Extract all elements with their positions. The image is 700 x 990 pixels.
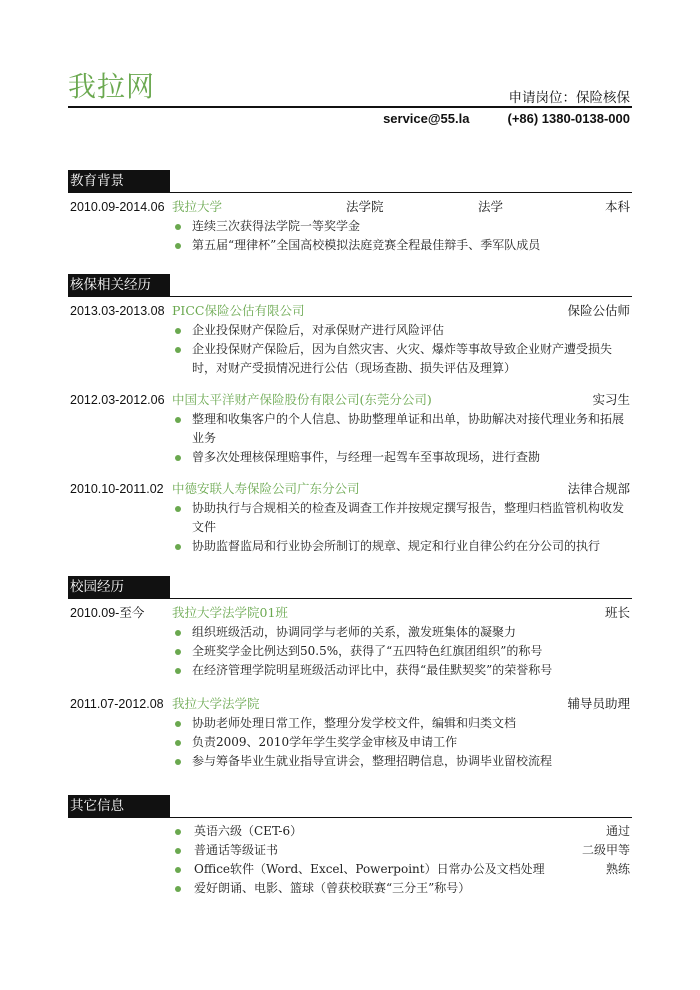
info-text: 爱好朗诵、电影、篮球（曾获校联赛“三分王”称号） xyxy=(194,881,471,895)
section-header-other xyxy=(68,795,632,817)
list-item xyxy=(68,860,632,879)
bullet-dot-icon xyxy=(175,886,181,892)
job-role: 保险公估师 xyxy=(567,303,630,318)
job-entry xyxy=(68,390,632,467)
section-title: 核保相关经历 xyxy=(68,274,170,296)
campus-role: 辅导员助理 xyxy=(567,696,630,711)
bullet-dot-icon xyxy=(175,848,181,854)
info-text: Office软件（Word、Excel、Powerpoint）日常办公及文档处理 xyxy=(194,862,545,876)
list-item: 参与筹备毕业生就业指导宣讲会，整理招聘信息，协调毕业留校流程 xyxy=(68,752,632,771)
campus-entry xyxy=(68,694,632,771)
entry-date: 2010.10-2011.02 xyxy=(70,482,164,496)
list-item xyxy=(68,822,632,841)
education-bullets xyxy=(68,217,632,255)
entry-date: 2012.03-2012.06 xyxy=(70,393,165,407)
list-item: 企业投保财产保险后，因为自然灾害、火灾、爆炸等事故导致企业财产遭受损失时，对财产受损情况进行公估（现场查勘、损失评估及理算） xyxy=(68,340,632,378)
entry-date: 2011.07-2012.08 xyxy=(70,697,164,711)
contact-info xyxy=(383,111,630,126)
company-name: 中德安联人寿保险公司广东分公司 xyxy=(172,481,360,496)
entry-date: 2013.03-2013.08 xyxy=(70,304,165,318)
school-name: 我拉大学 xyxy=(172,199,223,214)
other-info-entry xyxy=(68,822,632,898)
bullet-dot-icon xyxy=(175,867,181,873)
section-header-campus xyxy=(68,576,632,598)
info-value: 二级甲等 xyxy=(581,843,630,857)
list-item: 曾多次处理核保理赔事件，与经理一起驾车至事故现场，进行查勘 xyxy=(68,448,632,467)
list-item: 第五届“理律杯”全国高校模拟法庭竞赛全程最佳辩手、季军队成员 xyxy=(68,236,632,255)
college-name: 法学院 xyxy=(346,199,384,214)
section-divider xyxy=(68,598,632,599)
phone-text: (+86) 1380-0138-000 xyxy=(507,111,630,126)
list-item: 协助老师处理日常工作，整理分发学校文件，编辑和归类文档 xyxy=(68,714,632,733)
job-entry xyxy=(68,479,632,556)
list-item: 企业投保财产保险后，对承保财产进行风险评估 xyxy=(68,321,632,340)
list-item: 负责2009、2010学年学生奖学金审核及申请工作 xyxy=(68,733,632,752)
list-item xyxy=(68,879,632,898)
entry-date: 2010.09-至今 xyxy=(70,606,145,620)
info-value: 熟练 xyxy=(605,862,630,876)
list-item: 协助监督监局和行业协会所制订的规章、规定和行业自律公约在分公司的执行 xyxy=(68,537,632,556)
section-header-education xyxy=(68,170,632,192)
company-name: PICC保险公估有限公司 xyxy=(172,303,305,318)
job-target: 申请岗位：保险核保 xyxy=(508,90,630,106)
list-item: 全班奖学金比例达到50.5%，获得了“五四特色红旗团组织”的称号 xyxy=(68,642,632,661)
brand-title: 我拉网 xyxy=(68,70,156,103)
section-title: 其它信息 xyxy=(68,795,170,817)
job-role: 法律合规部 xyxy=(567,481,630,496)
info-text: 英语六级（CET-6） xyxy=(194,824,303,838)
header-divider xyxy=(68,106,632,108)
entry-date: 2010.09-2014.06 xyxy=(70,200,165,214)
info-text: 普通话等级证书 xyxy=(194,843,279,857)
list-item xyxy=(68,841,632,860)
section-divider xyxy=(68,192,632,193)
list-item: 连续三次获得法学院一等奖学金 xyxy=(68,217,632,236)
section-header-experience xyxy=(68,274,632,296)
bullet-dot-icon xyxy=(175,829,181,835)
organization-name: 我拉大学法学院01班 xyxy=(172,605,288,620)
list-item: 组织班级活动，协调同学与老师的关系，激发班集体的凝聚力 xyxy=(68,623,632,642)
email-text[interactable]: service@55.la xyxy=(383,111,470,126)
list-item: 协助执行与合规相关的检查及调查工作并按规定撰写报告，整理归档监管机构收发文件 xyxy=(68,499,632,537)
section-divider xyxy=(68,296,632,297)
section-title: 校园经历 xyxy=(68,576,170,598)
section-title: 教育背景 xyxy=(68,170,170,192)
info-value: 通过 xyxy=(605,824,630,838)
major-name: 法学 xyxy=(478,199,504,214)
campus-role: 班长 xyxy=(604,605,630,620)
job-role: 实习生 xyxy=(592,392,630,407)
company-name: 中国太平洋财产保险股份有限公司(东莞分公司) xyxy=(172,392,432,407)
section-divider xyxy=(68,817,632,818)
education-entry xyxy=(68,197,632,255)
degree: 本科 xyxy=(604,199,630,214)
list-item: 在经济管理学院明星班级活动评比中，获得“最佳默契奖”的荣誉称号 xyxy=(68,661,632,680)
campus-entry xyxy=(68,603,632,680)
organization-name: 我拉大学法学院 xyxy=(172,696,260,711)
job-entry xyxy=(68,301,632,378)
list-item: 整理和收集客户的个人信息、协助整理单证和出单，协助解决对接代理业务和拓展业务 xyxy=(68,410,632,448)
